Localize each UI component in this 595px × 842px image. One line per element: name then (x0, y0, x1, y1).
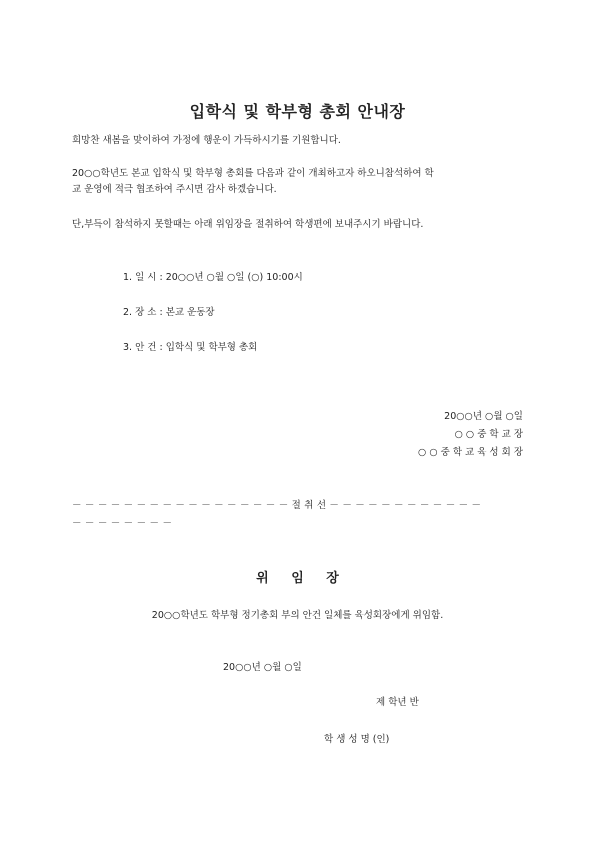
proxy-statement: 20○○학년도 학부형 정기총회 부의 안건 일체를 육성회장에게 위임함. (151, 610, 444, 621)
item-agenda: 3. 안 건 : 입학식 및 학부형 총회 (123, 342, 258, 353)
cut-line-continued: － － － － － － － － (72, 518, 173, 529)
item-datetime: 1. 일 시 : 20○○년 ○월 ○일 (○) 10:00시 (123, 272, 303, 283)
proxy-title: 위 임 장 (256, 571, 339, 586)
signature-school: ○ ○ 중 학 교 장 (454, 429, 523, 440)
intro-text-line1: 20○○학년도 본교 입학식 및 학부형 총회를 다음과 같이 개최하고자 하오니참석하여 학 (72, 168, 434, 179)
page-title: 입학식 및 학부형 총회 안내장 (189, 102, 406, 121)
notice-text: 단,부득이 참석하지 못할때는 아래 위임장을 절취하여 학생편에 보내주시기 바랍니다. (72, 219, 424, 230)
signature-date: 20○○년 ○월 ○일 (444, 411, 523, 422)
intro-text-line2: 교 운영에 적극 협조하여 주시면 감사 하겠습니다. (72, 184, 277, 195)
proxy-date: 20○○년 ○월 ○일 (223, 662, 302, 673)
item-location: 2. 장 소 : 본교 운동장 (123, 307, 215, 318)
student-name-field: 학 생 성 명 (인) (324, 734, 390, 745)
grade-class-field: 제 학년 반 (376, 697, 419, 708)
cut-line: － － － － － － － － － － － － － － － － － 절 취 선 － － － － － － － － － － － － (72, 500, 482, 511)
greeting-text: 희망찬 새봄을 맞이하여 가정에 행운이 가득하시기를 기원합니다. (72, 135, 341, 146)
signature-association: ○ ○ 중 학 교 육 성 회 장 (418, 447, 523, 458)
